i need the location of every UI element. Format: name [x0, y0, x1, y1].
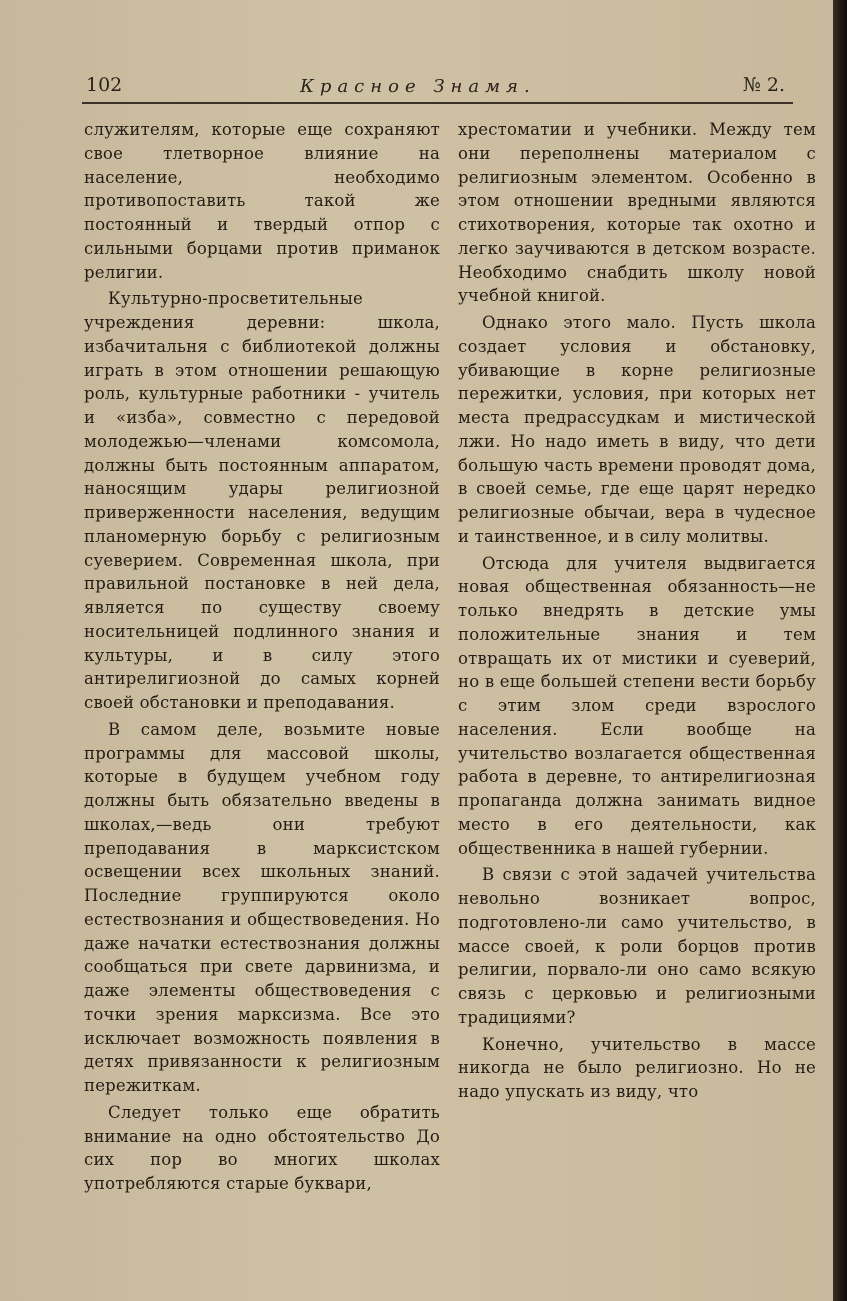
left-column [84, 118, 440, 1199]
page-number: 102 [86, 74, 123, 96]
paragraph: Однако этого мало. Пусть школа создает условия и обстановку, убивающие в корне религиозные пережитки, условия, при которых нет места предрассудкам и мистической лжи. Но надо иметь в виду, что дети большую часть времени проводят дома, в своей семье, где еще царят нередко религиозные обычаи, вера в чудесное и таинственное, и в силу молитвы. [458, 313, 816, 546]
issue-number: № 2. [742, 74, 785, 96]
paragraph: хрестоматии и учебники. Между тем они переполнены материалом с религиозным элементом. Особенно в этом отношении вредными являются стихотворения, которые так охотно и легко заучиваются в детском возрасте. Необходимо снабдить школу новой учебной книгой. [458, 120, 816, 306]
paragraph: Конечно, учительство в массе никогда не было религиозно. Но не надо упускать из виду, что [458, 1034, 816, 1101]
header-rule [82, 102, 793, 104]
page-header [86, 74, 785, 102]
journal-title: Красное Знамя. [300, 76, 536, 97]
right-column [458, 118, 816, 1107]
paragraph: Отсюда для учителя выдвигается новая общественная обязанность—не только внедрять в детские умы положительные знания и тем отвращать их от мистики и суеверий, но в еще большей степени вести борьбу с этим злом среди взрослого населения. Если вообще на учительство возлагается общественная работа в деревне, то антирелигиозная пропаганда должна занимать видное место в его деятельности, как общественника в нашей губернии. [458, 553, 816, 858]
paragraph: Следует только еще обратить внимание на одно обстоятельство До сих пор во многих школах употребляются старые буквари, [84, 1102, 440, 1193]
paragraph: Культурно-просветительные учреждения деревни: школа, избачитальня с библиотекой должны играть в этом отношении решающую роль, культурные работники - учитель и «изба», совместно с передовой молодежью—членами комсомола, должны быть постоянным аппаратом, наносящим удары религиозной приверженности населения, ведущим планомерную борьбу с религиозным суеверием. Современная школа, при правильной постановке в ней дела, является по существу своему носительницей подлинного знания и культуры, и в силу этого антирелигиозной до самых корней своей обстановки и преподавания. [84, 289, 440, 712]
paragraph: служителям, которые еще сохраняют свое тлетворное влияние на население, необходимо противопоставить такой же постоянный и твердый отпор с сильными борцами против приманок религии. [84, 120, 440, 282]
page-binding-edge [833, 0, 847, 1301]
paragraph: В связи с этой задачей учительства невольно возникает вопрос, подготовлено-ли само учительство, в массе своей, к роли борцов против религии, порвало-ли оно само всякую связь с церковью и религиозными традициями? [458, 865, 816, 1027]
paragraph: В самом деле, возьмите новые программы для массовой школы, которые в будущем учебном году должны быть обязательно введены в школах,—ведь они требуют преподавания в марксистском освещении всех школьных знаний. Последние группируются около естествознания и обществоведения. Но даже начатки естествознания должны сообщаться при свете дарвинизма, и даже элементы обществоведения с точки зрения марксизма. Все это исключает возможность появления в детях привязанности к религиозным пережиткам. [84, 719, 440, 1095]
